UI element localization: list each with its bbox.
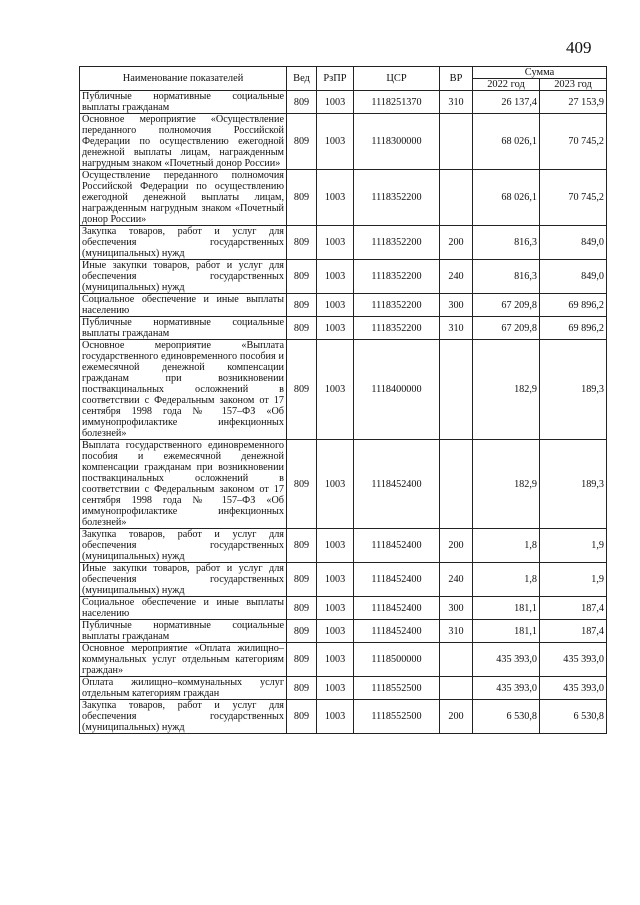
row-vr-cell xyxy=(440,643,473,677)
table-row xyxy=(80,677,607,700)
row-sum-2022-cell: 68 026,1 xyxy=(473,114,540,170)
row-rzpr-cell: 1003 xyxy=(317,563,354,597)
row-ved-cell: 809 xyxy=(287,317,317,340)
row-sum-2023-cell: 69 896,2 xyxy=(540,294,607,317)
row-csr-cell: 1118500000 xyxy=(354,643,440,677)
row-sum-2022-cell: 67 209,8 xyxy=(473,294,540,317)
row-sum-2022-cell: 68 026,1 xyxy=(473,170,540,226)
row-rzpr-cell: 1003 xyxy=(317,317,354,340)
row-ved-cell: 809 xyxy=(287,677,317,700)
header-ved: Вед xyxy=(287,67,317,91)
row-sum-2022-cell: 1,8 xyxy=(473,563,540,597)
row-ved-cell: 809 xyxy=(287,440,317,529)
row-sum-2022-cell: 181,1 xyxy=(473,597,540,620)
row-name-cell: Социальное обеспечение и иные выплаты населению xyxy=(80,597,287,620)
table-row xyxy=(80,226,607,260)
row-sum-2022-cell: 1,8 xyxy=(473,529,540,563)
row-sum-2022-cell: 182,9 xyxy=(473,440,540,529)
table-row xyxy=(80,597,607,620)
row-rzpr-cell: 1003 xyxy=(317,260,354,294)
row-vr-cell: 240 xyxy=(440,260,473,294)
row-csr-cell: 1118552500 xyxy=(354,700,440,734)
row-csr-cell: 1118452400 xyxy=(354,563,440,597)
row-name-cell: Основное мероприятие «Осуществление переданного полномочия Российской Федерации по осуществлению ежегодной денежной выплаты лицам, награжденным нагрудным знаком «Почетный донор России» xyxy=(80,114,287,170)
table-row xyxy=(80,170,607,226)
row-rzpr-cell: 1003 xyxy=(317,677,354,700)
table-row xyxy=(80,317,607,340)
budget-table xyxy=(79,66,607,734)
row-sum-2023-cell: 435 393,0 xyxy=(540,677,607,700)
row-rzpr-cell: 1003 xyxy=(317,597,354,620)
row-vr-cell: 240 xyxy=(440,563,473,597)
row-csr-cell: 1118452400 xyxy=(354,529,440,563)
row-sum-2022-cell: 181,1 xyxy=(473,620,540,643)
row-csr-cell: 1118452400 xyxy=(354,597,440,620)
row-rzpr-cell: 1003 xyxy=(317,643,354,677)
header-vr: ВР xyxy=(440,67,473,91)
header-year-2022: 2022 год xyxy=(473,79,540,91)
row-ved-cell: 809 xyxy=(287,226,317,260)
table-body xyxy=(80,91,607,734)
row-csr-cell: 1118352200 xyxy=(354,317,440,340)
table-row xyxy=(80,260,607,294)
header-csr: ЦСР xyxy=(354,67,440,91)
row-sum-2023-cell: 27 153,9 xyxy=(540,91,607,114)
row-sum-2022-cell: 435 393,0 xyxy=(473,643,540,677)
row-csr-cell: 1118452400 xyxy=(354,620,440,643)
row-vr-cell xyxy=(440,170,473,226)
page-number: 409 xyxy=(566,38,592,57)
row-rzpr-cell: 1003 xyxy=(317,620,354,643)
row-rzpr-cell: 1003 xyxy=(317,700,354,734)
row-ved-cell: 809 xyxy=(287,91,317,114)
row-vr-cell: 200 xyxy=(440,226,473,260)
row-sum-2023-cell: 849,0 xyxy=(540,260,607,294)
row-name-cell: Закупка товаров, работ и услуг для обеспечения государственных (муниципальных) нужд xyxy=(80,700,287,734)
row-sum-2023-cell: 70 745,2 xyxy=(540,170,607,226)
row-rzpr-cell: 1003 xyxy=(317,440,354,529)
row-name-cell: Публичные нормативные социальные выплаты гражданам xyxy=(80,620,287,643)
table-row xyxy=(80,340,607,440)
row-csr-cell: 1118552500 xyxy=(354,677,440,700)
header-year-2023: 2023 год xyxy=(540,79,607,91)
row-vr-cell: 200 xyxy=(440,529,473,563)
row-rzpr-cell: 1003 xyxy=(317,294,354,317)
table-row xyxy=(80,440,607,529)
row-name-cell: Публичные нормативные социальные выплаты гражданам xyxy=(80,317,287,340)
row-ved-cell: 809 xyxy=(287,294,317,317)
row-ved-cell: 809 xyxy=(287,643,317,677)
row-name-cell: Иные закупки товаров, работ и услуг для обеспечения государственных (муниципальных) нужд xyxy=(80,260,287,294)
header-name: Наименование показателей xyxy=(80,67,287,91)
row-sum-2022-cell: 182,9 xyxy=(473,340,540,440)
table-row xyxy=(80,294,607,317)
row-ved-cell: 809 xyxy=(287,114,317,170)
row-ved-cell: 809 xyxy=(287,563,317,597)
row-sum-2023-cell: 69 896,2 xyxy=(540,317,607,340)
row-name-cell: Иные закупки товаров, работ и услуг для обеспечения государственных (муниципальных) нужд xyxy=(80,563,287,597)
table-row xyxy=(80,114,607,170)
row-vr-cell xyxy=(440,440,473,529)
row-vr-cell xyxy=(440,677,473,700)
row-rzpr-cell: 1003 xyxy=(317,170,354,226)
row-ved-cell: 809 xyxy=(287,340,317,440)
row-csr-cell: 1118452400 xyxy=(354,440,440,529)
table-row xyxy=(80,91,607,114)
header-rzpr: РзПР xyxy=(317,67,354,91)
row-sum-2022-cell: 435 393,0 xyxy=(473,677,540,700)
row-name-cell: Социальное обеспечение и иные выплаты населению xyxy=(80,294,287,317)
row-sum-2023-cell: 1,9 xyxy=(540,563,607,597)
row-rzpr-cell: 1003 xyxy=(317,114,354,170)
row-vr-cell xyxy=(440,114,473,170)
row-csr-cell: 1118352200 xyxy=(354,294,440,317)
row-ved-cell: 809 xyxy=(287,170,317,226)
row-vr-cell: 310 xyxy=(440,317,473,340)
row-vr-cell: 300 xyxy=(440,597,473,620)
header-sum: Сумма xyxy=(473,67,607,79)
row-sum-2023-cell: 187,4 xyxy=(540,620,607,643)
row-ved-cell: 809 xyxy=(287,529,317,563)
row-vr-cell xyxy=(440,340,473,440)
row-sum-2022-cell: 26 137,4 xyxy=(473,91,540,114)
row-vr-cell: 300 xyxy=(440,294,473,317)
row-name-cell: Выплата государственного единовременного пособия и ежемесячной денежной компенсации гражданам при возникновении поствакцинальных осложнений в соответствии с Федеральным законом от 17 сентября 1998 года № 157–ФЗ «Об иммунопрофилактике инфекционных болезней» xyxy=(80,440,287,529)
row-sum-2023-cell: 189,3 xyxy=(540,440,607,529)
row-rzpr-cell: 1003 xyxy=(317,340,354,440)
row-sum-2023-cell: 189,3 xyxy=(540,340,607,440)
row-name-cell: Основное мероприятие «Выплата государственного единовременного пособия и ежемесячной денежной компенсации гражданам при возникновении поствакцинальных осложнений в соответствии с Федеральным законом от 17 сентября 1998 года № 157–ФЗ «Об иммунопрофилактике инфекционных болезней» xyxy=(80,340,287,440)
row-csr-cell: 1118352200 xyxy=(354,170,440,226)
row-rzpr-cell: 1003 xyxy=(317,226,354,260)
row-name-cell: Публичные нормативные социальные выплаты гражданам xyxy=(80,91,287,114)
row-name-cell: Осуществление переданного полномочия Российской Федерации по осуществлению ежегодной денежной выплаты лицам, награжденным нагрудным знаком «Почетный донор России» xyxy=(80,170,287,226)
row-sum-2023-cell: 6 530,8 xyxy=(540,700,607,734)
row-vr-cell: 310 xyxy=(440,91,473,114)
row-sum-2022-cell: 816,3 xyxy=(473,226,540,260)
table-row xyxy=(80,643,607,677)
table-row xyxy=(80,620,607,643)
row-csr-cell: 1118251370 xyxy=(354,91,440,114)
row-csr-cell: 1118400000 xyxy=(354,340,440,440)
row-csr-cell: 1118352200 xyxy=(354,260,440,294)
row-ved-cell: 809 xyxy=(287,700,317,734)
row-name-cell: Закупка товаров, работ и услуг для обеспечения государственных (муниципальных) нужд xyxy=(80,529,287,563)
row-sum-2023-cell: 1,9 xyxy=(540,529,607,563)
row-vr-cell: 310 xyxy=(440,620,473,643)
row-sum-2022-cell: 816,3 xyxy=(473,260,540,294)
row-name-cell: Закупка товаров, работ и услуг для обеспечения государственных (муниципальных) нужд xyxy=(80,226,287,260)
row-ved-cell: 809 xyxy=(287,597,317,620)
row-sum-2023-cell: 849,0 xyxy=(540,226,607,260)
row-sum-2022-cell: 67 209,8 xyxy=(473,317,540,340)
row-sum-2023-cell: 70 745,2 xyxy=(540,114,607,170)
table-row xyxy=(80,529,607,563)
row-name-cell: Оплата жилищно–коммунальных услуг отдельным категориям граждан xyxy=(80,677,287,700)
row-vr-cell: 200 xyxy=(440,700,473,734)
row-name-cell: Основное мероприятие «Оплата жилищно–коммунальных услуг отдельным категориям граждан» xyxy=(80,643,287,677)
row-sum-2023-cell: 187,4 xyxy=(540,597,607,620)
table-row xyxy=(80,700,607,734)
row-csr-cell: 1118352200 xyxy=(354,226,440,260)
row-sum-2022-cell: 6 530,8 xyxy=(473,700,540,734)
row-sum-2023-cell: 435 393,0 xyxy=(540,643,607,677)
row-ved-cell: 809 xyxy=(287,260,317,294)
row-rzpr-cell: 1003 xyxy=(317,91,354,114)
table-row xyxy=(80,563,607,597)
row-csr-cell: 1118300000 xyxy=(354,114,440,170)
row-rzpr-cell: 1003 xyxy=(317,529,354,563)
row-ved-cell: 809 xyxy=(287,620,317,643)
